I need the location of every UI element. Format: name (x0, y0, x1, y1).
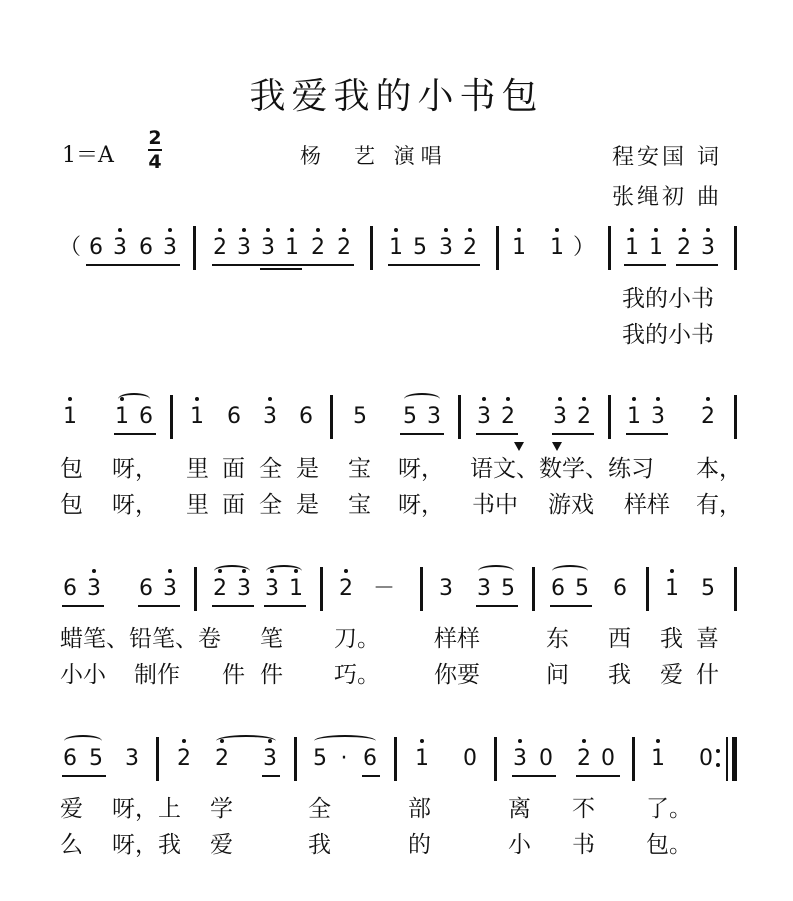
lyric-word: 全 (308, 796, 331, 822)
note: 2 (339, 565, 353, 613)
note: 3 (265, 565, 279, 613)
note: 6 (139, 404, 153, 429)
lyric-word: 喜 (696, 626, 719, 652)
note: 3 (87, 565, 101, 613)
note: 3 (163, 565, 177, 613)
note: 3 (553, 393, 567, 441)
note: 1 (651, 735, 665, 783)
slur (64, 735, 102, 747)
note: 2 (463, 224, 477, 272)
note: 3 (261, 224, 275, 272)
underline (262, 775, 280, 777)
note: 1 (665, 565, 679, 613)
barline (320, 567, 323, 611)
lyric-word: 呀， (398, 456, 444, 482)
barline (458, 395, 461, 439)
underline (362, 775, 380, 777)
lyric-word: 蜡笔、铅笔、卷 (60, 626, 221, 652)
note: 2 (337, 224, 351, 272)
note: 6 (89, 235, 103, 260)
note: 3 (477, 576, 491, 601)
lyric-word: 我 (608, 662, 631, 688)
lyric-word: 小 (508, 832, 531, 858)
note: 1 (512, 224, 526, 272)
barline (734, 395, 737, 439)
song-title: 我爱我的小书包 (249, 76, 544, 117)
lyric-word: 包 (60, 456, 83, 482)
lyric-word: 爱 (660, 662, 683, 688)
note: 3 (513, 735, 527, 783)
slur (552, 565, 588, 577)
note: 3 (263, 393, 277, 441)
lyric-word: 西 (608, 626, 631, 652)
lyric-word: 巧。 (334, 662, 380, 688)
composer-credit: 张绳初 曲 (612, 185, 722, 210)
lyric-word: 呀，我 (112, 832, 181, 858)
note: 1 (415, 735, 429, 783)
underline (552, 433, 594, 435)
lyric-word: 东 (546, 626, 569, 652)
underline (114, 433, 156, 435)
lyricist-credit: 程安国 词 (612, 145, 722, 170)
lyric-word: 的 (408, 832, 431, 858)
lyric-word: 部 (408, 796, 431, 822)
time-signature-denominator: 4 (148, 151, 162, 173)
note: 1 (627, 393, 641, 441)
barline (156, 737, 159, 781)
lyric-word: 呀， (112, 456, 158, 482)
note: （ (58, 235, 82, 260)
note: 2 (577, 393, 591, 441)
lyric-word: 你要 (434, 662, 480, 688)
barline (608, 395, 611, 439)
note: 5 (413, 235, 427, 260)
note: 1 (649, 224, 663, 272)
lyric-word: 宝 (348, 492, 371, 518)
slur (214, 565, 250, 577)
barline (494, 737, 497, 781)
lyric-word: 件 (222, 662, 245, 688)
barline (170, 395, 173, 439)
underline (476, 433, 518, 435)
underline (212, 605, 254, 607)
underline (512, 775, 556, 777)
note: 6 (613, 576, 627, 601)
barline (632, 737, 635, 781)
lyric-word: 不 (572, 796, 595, 822)
underline (62, 605, 104, 607)
lyric-word: 面 (222, 456, 245, 482)
note: 1 (389, 224, 403, 272)
note: 0 (699, 746, 713, 771)
note: 3 (125, 746, 139, 771)
lyric-word: 是 (296, 492, 319, 518)
barline (532, 567, 535, 611)
note: 3 (651, 393, 665, 441)
lyric-word: 什 (696, 662, 719, 688)
note: 3 (701, 224, 715, 272)
barline (496, 226, 499, 270)
lyric-word: 刀。 (334, 626, 380, 652)
barline (734, 226, 737, 270)
note: 1 (285, 224, 299, 272)
lyric-word: 全 (259, 456, 282, 482)
note: 3 (439, 576, 453, 601)
note: 5 (313, 746, 327, 771)
barline (193, 226, 196, 270)
lyric-line: 我的小书 (622, 322, 714, 348)
note: 3 (113, 224, 127, 272)
key-signature: 1＝A (62, 143, 114, 168)
note: 2 (701, 393, 715, 441)
note: 6 (227, 404, 241, 429)
lyric-word: 样样 (434, 626, 480, 652)
note: 1 (550, 224, 564, 272)
note: 2 (177, 735, 191, 783)
barline (370, 226, 373, 270)
underline (388, 264, 480, 266)
note: 6 (63, 576, 77, 601)
note: 2 (677, 224, 691, 272)
lyric-word: 制作 (134, 662, 180, 688)
note: 6 (139, 235, 153, 260)
note: 2 (311, 224, 325, 272)
note: 5 (701, 576, 715, 601)
barline (734, 567, 737, 611)
barline (646, 567, 649, 611)
note: 6 (363, 746, 377, 771)
underline (138, 605, 180, 607)
note: 5 (353, 404, 367, 429)
underline (676, 264, 718, 266)
note: 3 (439, 224, 453, 272)
note: 2 (215, 735, 229, 783)
lyric-word: 书中 (472, 492, 518, 518)
lyric-word: 我 (660, 626, 683, 652)
underline (576, 775, 620, 777)
barline (420, 567, 423, 611)
underline (624, 264, 666, 266)
system-4-notes (0, 735, 793, 783)
lyric-word: 呀， (112, 492, 158, 518)
note: 1 (115, 393, 129, 441)
note: 5 (501, 576, 515, 601)
barline (294, 737, 297, 781)
time-signature-numerator: 2 (148, 127, 162, 149)
lyric-word: 有， (696, 492, 742, 518)
slur (216, 735, 276, 747)
underline (260, 268, 302, 270)
note: 3 (237, 224, 251, 272)
note: 1 (625, 224, 639, 272)
lyric-word: 里 (186, 456, 209, 482)
lyric-line: 我的小书 (622, 286, 714, 312)
underline (626, 433, 668, 435)
note: ） (572, 235, 596, 260)
lyric-word: 里 (186, 492, 209, 518)
lyric-word: 游戏 (548, 492, 594, 518)
underline (400, 433, 444, 435)
lyric-word: 了。 (646, 796, 692, 822)
note: 2 (213, 224, 227, 272)
note: 6 (139, 576, 153, 601)
lyric-word: 样样 (624, 492, 670, 518)
slur (314, 735, 376, 747)
note: 3 (477, 393, 491, 441)
lyric-word: 宝 (348, 456, 371, 482)
note: 3 (427, 404, 441, 429)
lyric-word: 问 (546, 662, 569, 688)
note: 3 (163, 224, 177, 272)
system-3-notes (0, 565, 793, 613)
barline (194, 567, 197, 611)
note: 6 (63, 746, 77, 771)
note: 5 (89, 746, 103, 771)
lyric-word: 本， (696, 456, 742, 482)
lyric-word: 语文、数学、练习 (470, 456, 654, 482)
underline (264, 605, 306, 607)
lyric-word: 笔 (260, 626, 283, 652)
barline (608, 226, 611, 270)
underline (86, 264, 180, 266)
lyric-word: 我 (308, 832, 331, 858)
lyric-word: 包 (60, 492, 83, 518)
system-2-notes (0, 393, 793, 441)
lyric-word: 爱 (60, 796, 83, 822)
lyric-word: 离 (508, 796, 531, 822)
note: · (340, 746, 348, 771)
note: 2 (213, 565, 227, 613)
note: 5 (575, 576, 589, 601)
underline (550, 605, 592, 607)
lyric-word: 爱 (210, 832, 233, 858)
note: 2 (501, 393, 515, 441)
lyric-word: 学 (210, 796, 233, 822)
lyric-word: 是 (296, 456, 319, 482)
slur (404, 393, 440, 405)
lyric-word: 么 (60, 832, 83, 858)
slur (118, 393, 150, 405)
system-1-notes (0, 224, 793, 272)
lyric-word: 书 (572, 832, 595, 858)
lyric-word: 呀， (398, 492, 444, 518)
barline (330, 395, 333, 439)
note: 3 (263, 735, 277, 783)
note: 3 (237, 565, 251, 613)
note: － (372, 576, 396, 601)
note: 1 (289, 565, 303, 613)
underline (212, 264, 354, 266)
performer-credit: 杨 艺 演唱 (300, 144, 448, 168)
note: 1 (63, 393, 77, 441)
barline (394, 737, 397, 781)
slur (478, 565, 514, 577)
lyric-word: 包。 (646, 832, 692, 858)
repeat-end-barline (716, 737, 740, 781)
lyric-word: 面 (222, 492, 245, 518)
lyric-word: 全 (259, 492, 282, 518)
note: 5 (403, 404, 417, 429)
slur (266, 565, 302, 577)
note: 1 (190, 393, 204, 441)
underline (62, 775, 106, 777)
note: 6 (299, 404, 313, 429)
note: 0 (539, 746, 553, 771)
underline (476, 605, 518, 607)
lyric-word: 呀，上 (112, 796, 181, 822)
note: 0 (463, 746, 477, 771)
note: 2 (577, 735, 591, 783)
note: 6 (551, 576, 565, 601)
lyric-word: 件 (260, 662, 283, 688)
lyric-word: 小小 (60, 662, 106, 688)
note: 0 (601, 746, 615, 771)
time-signature (148, 128, 162, 172)
